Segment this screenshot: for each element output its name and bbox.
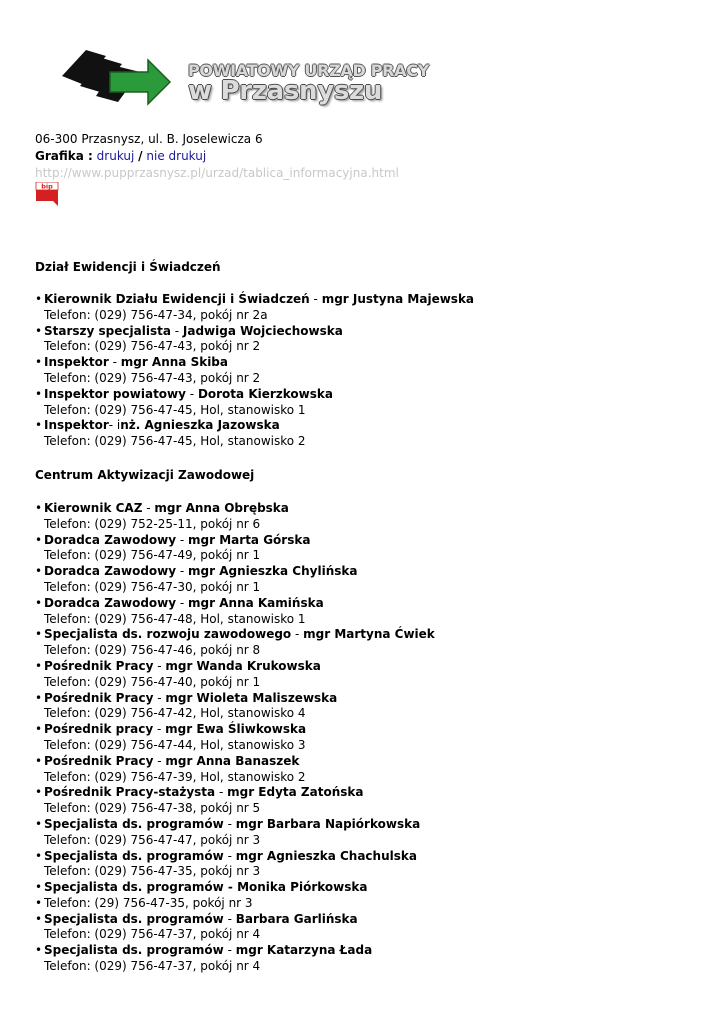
section — [35, 466, 705, 975]
position-title: Starszy specjalista — [44, 323, 171, 338]
person-name: mgr Agnieszka Chachulska — [235, 848, 417, 863]
bip-label: bip — [41, 182, 53, 191]
name-separator: - — [215, 785, 228, 800]
person-name: mgr Justyna Majewska — [321, 292, 475, 306]
person-name: mgr Anna Kamińska — [188, 595, 324, 610]
name-separator: - — [142, 500, 155, 515]
print-link[interactable]: drukuj — [96, 148, 135, 163]
bullet: • — [35, 816, 43, 831]
position-title: Pośrednik Pracy — [44, 753, 154, 768]
person-name: Barbara Garlińska — [235, 911, 358, 926]
phone-info: Telefon: (029) 756-47-48, Hol, stanowisko 1 — [44, 611, 306, 626]
person-name: mgr Ewa Śliwkowska — [165, 722, 307, 737]
name-separator: - — [170, 323, 183, 338]
name-separator: - — [185, 386, 198, 401]
bullet: • — [35, 564, 43, 579]
position-title: Doradca Zawodowy — [44, 564, 177, 579]
bullet: • — [35, 848, 43, 863]
name-separator: - — [223, 848, 236, 863]
name-separator: - i — [108, 418, 121, 433]
person-name: nż. Agnieszka Jazowska — [120, 418, 280, 433]
folders-arrow-icon — [60, 46, 188, 112]
staff-entry — [35, 754, 705, 786]
staff-entry — [35, 785, 705, 817]
phone-info: Telefon: (029) 756-47-43, pokój nr 2 — [44, 370, 261, 385]
position-title: Kierownik Działu Ewidencji i Świadczeń — [44, 292, 310, 306]
person-name: mgr Wioleta Maliszewska — [165, 690, 338, 705]
bip-icon[interactable] — [35, 182, 59, 206]
phone-info: Telefon: (029) 756-47-47, pokój nr 3 — [44, 832, 261, 847]
name-separator: - — [223, 943, 236, 958]
position-title: Specjalista ds. programów — [44, 943, 224, 958]
bullet: • — [35, 627, 43, 642]
position-title: Pośrednik pracy — [44, 722, 154, 737]
phone-info: Telefon: (029) 756-47-43, pokój nr 2 — [44, 339, 261, 354]
name-separator: - — [153, 690, 166, 705]
staff-entry — [35, 627, 705, 659]
bullet: • — [35, 292, 43, 306]
staff-entry — [35, 418, 705, 450]
bullet: • — [35, 323, 43, 338]
logo-line-1: POWIATOWY URZĄD PRACY — [188, 61, 429, 80]
person-name: mgr Edyta Zatońska — [227, 785, 364, 800]
section-title: Centrum Aktywizacji Zawodowej — [35, 467, 255, 482]
grafika-label: Grafika : — [35, 148, 93, 163]
position-title: Specjalista ds. programów — [44, 816, 224, 831]
no-print-link[interactable]: nie drukuj — [146, 148, 207, 163]
phone-info: Telefon: (029) 756-47-42, Hol, stanowisko 4 — [44, 706, 306, 721]
name-separator: - — [108, 355, 121, 370]
position-title: Pośrednik Pracy — [44, 690, 154, 705]
phone-info: Telefon: (029) 756-47-40, pokój nr 1 — [44, 674, 261, 689]
staff-entry — [35, 501, 705, 533]
bullet: • — [35, 418, 43, 433]
staff-entry — [35, 355, 705, 387]
person-name: mgr Martyna Ćwiek — [303, 627, 435, 642]
phone-info: Telefon: (029) 756-47-35, pokój nr 3 — [44, 864, 261, 879]
name-separator: - — [223, 816, 236, 831]
bullet: • — [35, 658, 43, 673]
position-title: Pośrednik Pracy-stażysta — [44, 785, 216, 800]
bullet: • — [35, 785, 43, 800]
staff-entry — [35, 564, 705, 596]
person-name: mgr Anna Obrębska — [154, 500, 289, 515]
grafika-row — [35, 148, 399, 165]
name-separator: - — [223, 911, 236, 926]
person-name: Jadwiga Wojciechowska — [182, 323, 343, 338]
bullet: • — [35, 911, 43, 926]
phone-info: Telefon: (029) 756-47-37, pokój nr 4 — [44, 959, 261, 974]
bullet: • — [35, 355, 43, 370]
phone-info: Telefon: (029) 756-47-45, Hol, stanowisko 1 — [44, 402, 306, 417]
staff-list — [35, 292, 705, 450]
link-separator: / — [138, 148, 143, 163]
bullet: • — [35, 880, 43, 895]
name-separator: - — [176, 595, 189, 610]
person-name: mgr Anna Skiba — [120, 355, 228, 370]
staff-entry — [35, 943, 705, 975]
staff-entry — [35, 849, 705, 881]
name-separator: - — [309, 292, 322, 306]
phone-info: Telefon: (029) 756-47-44, Hol, stanowisko 3 — [44, 737, 306, 752]
staff-entry — [35, 324, 705, 356]
staff-entry — [35, 387, 705, 419]
staff-entry — [35, 912, 705, 944]
position-title: Specjalista ds. rozwoju zawodowego — [44, 627, 292, 642]
office-logo — [60, 46, 429, 112]
address: 06-300 Przasnysz, ul. B. Joselewicza 6 — [35, 132, 263, 146]
bullet: • — [35, 895, 43, 910]
name-separator: - — [176, 532, 189, 547]
phone-info: Telefon: (029) 756-47-45, Hol, stanowisko 2 — [44, 434, 306, 449]
position-title: Inspektor — [44, 355, 109, 370]
person-name: mgr Wanda Krukowska — [165, 658, 321, 673]
bullet: • — [35, 500, 43, 515]
page-header — [35, 131, 399, 181]
person-name: mgr Katarzyna Łada — [235, 943, 373, 958]
name-separator: - — [153, 658, 166, 673]
bullet: • — [35, 595, 43, 610]
position-title: Inspektor — [44, 418, 109, 433]
person-name: mgr Marta Górska — [188, 532, 311, 547]
position-title: Pośrednik Pracy — [44, 658, 154, 673]
person-name: mgr Anna Banaszek — [165, 753, 300, 768]
staff-entry — [35, 533, 705, 565]
section — [35, 258, 705, 450]
phone-info: Telefon: (029) 756-47-46, pokój nr 8 — [44, 643, 261, 658]
bullet: • — [35, 943, 43, 958]
position-title: Doradca Zawodowy — [44, 595, 177, 610]
phone-info: Telefon: (29) 756-47-35, pokój nr 3 — [44, 895, 253, 910]
section-title: Dział Ewidencji i Świadczeń — [35, 260, 221, 274]
person-name: mgr Agnieszka Chylińska — [188, 564, 358, 579]
person-name: mgr Barbara Napiórkowska — [235, 816, 421, 831]
position-title: Doradca Zawodowy — [44, 532, 177, 547]
phone-row — [35, 896, 705, 912]
phone-info: Telefon: (029) 756-47-34, pokój nr 2a — [44, 307, 268, 322]
position-title: Specjalista ds. programów — [44, 848, 224, 863]
main-content — [35, 258, 705, 975]
staff-entry — [35, 880, 705, 912]
position-title: Specjalista ds. programów - Monika Piórkowska — [44, 880, 368, 895]
staff-entry — [35, 596, 705, 628]
staff-entry — [35, 817, 705, 849]
bullet: • — [35, 753, 43, 768]
logo-line-2: w Przasnyszu — [188, 76, 383, 106]
bullet: • — [35, 386, 43, 401]
phone-info: Telefon: (029) 756-47-49, pokój nr 1 — [44, 548, 261, 563]
position-title: Specjalista ds. programów — [44, 911, 224, 926]
name-separator: - — [153, 722, 166, 737]
person-name: Dorota Kierzkowska — [197, 386, 333, 401]
bullet: • — [35, 532, 43, 547]
phone-info: Telefon: (029) 752-25-11, pokój nr 6 — [44, 516, 261, 531]
page-url: http://www.pupprzasnysz.pl/urzad/tablica_informacyjna.html — [35, 165, 399, 180]
position-title: Kierownik CAZ — [44, 500, 143, 515]
name-separator: - — [153, 753, 166, 768]
phone-info: Telefon: (029) 756-47-37, pokój nr 4 — [44, 927, 261, 942]
position-title: Inspektor powiatowy — [44, 386, 186, 401]
name-separator: - — [176, 564, 189, 579]
bullet: • — [35, 690, 43, 705]
staff-entry — [35, 722, 705, 754]
phone-info: Telefon: (029) 756-47-39, Hol, stanowisko 2 — [44, 769, 306, 784]
phone-info: Telefon: (029) 756-47-30, pokój nr 1 — [44, 579, 261, 594]
name-separator: - — [291, 627, 304, 642]
staff-entry — [35, 691, 705, 723]
staff-entry — [35, 659, 705, 691]
staff-list — [35, 501, 705, 975]
staff-entry — [35, 292, 705, 324]
phone-info: Telefon: (029) 756-47-38, pokój nr 5 — [44, 801, 261, 816]
bullet: • — [35, 722, 43, 737]
